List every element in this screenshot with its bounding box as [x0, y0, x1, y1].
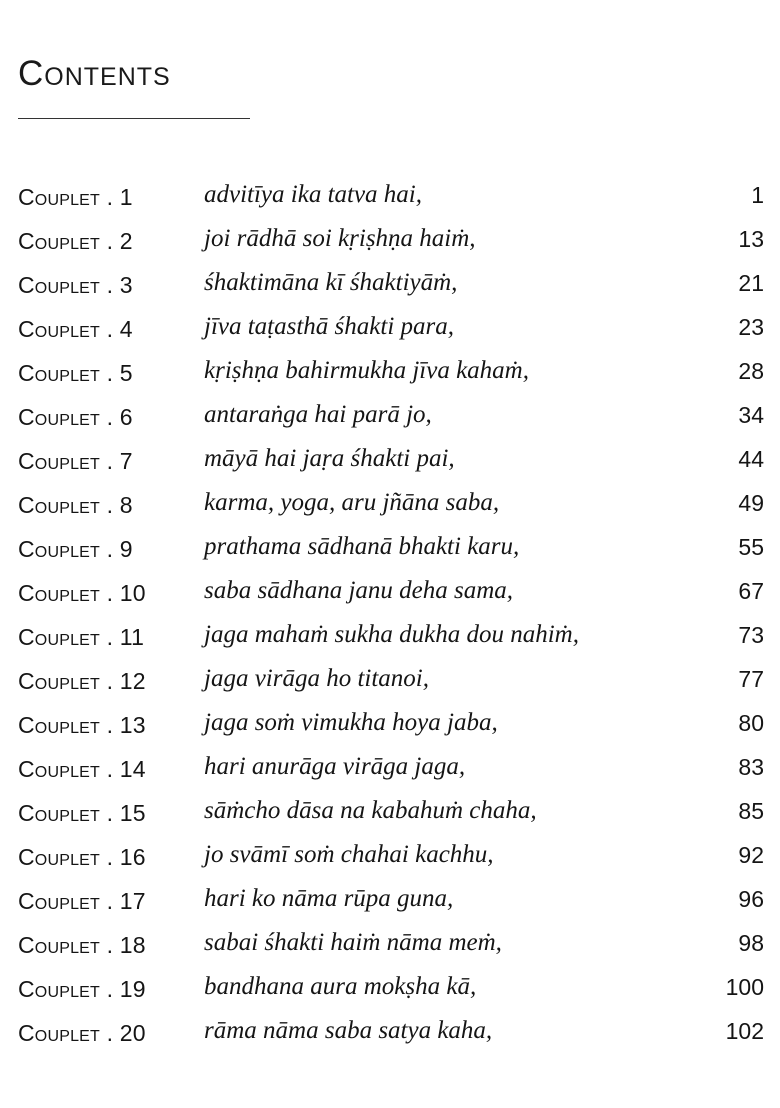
toc-entry[interactable]: [0, 438, 780, 482]
page-number: 100: [725, 974, 764, 1000]
toc-entry[interactable]: [0, 966, 780, 1010]
toc-entry[interactable]: [0, 394, 780, 438]
couplet-title: rāma nāma saba satya kaha,: [204, 1017, 493, 1044]
page-number: 28: [738, 358, 764, 384]
page-number: 34: [738, 402, 764, 428]
page-number: 73: [738, 622, 764, 648]
page-number: 67: [738, 578, 764, 604]
couplet-label: Couplet . 17: [18, 888, 146, 914]
toc-entry[interactable]: [0, 614, 780, 658]
couplet-title: bandhana aura mokṣha kā,: [204, 973, 477, 1000]
page-number: 92: [738, 842, 764, 868]
toc-entry[interactable]: [0, 922, 780, 966]
toc-entry[interactable]: [0, 658, 780, 702]
couplet-label: Couplet . 2: [18, 228, 133, 254]
couplet-title: māyā hai jaṛa śhakti pai,: [204, 445, 455, 472]
couplet-label: Couplet . 6: [18, 404, 133, 430]
couplet-title: jaga soṁ vimukha hoya jaba,: [204, 709, 498, 736]
couplet-label: Couplet . 16: [18, 844, 146, 870]
toc-entry[interactable]: [0, 306, 780, 350]
toc-entry[interactable]: [0, 350, 780, 394]
couplet-title: jo svāmī soṁ chahai kachhu,: [204, 841, 494, 868]
couplet-label: Couplet . 9: [18, 536, 133, 562]
couplet-label: Couplet . 4: [18, 316, 133, 342]
couplet-title: kṛiṣhṇa bahirmukha jīva kahaṁ,: [204, 357, 529, 384]
couplet-title: saba sādhana janu deha sama,: [204, 577, 514, 604]
couplet-label: Couplet . 13: [18, 712, 146, 738]
toc-entry[interactable]: [0, 218, 780, 262]
couplet-title: prathama sādhanā bhakti karu,: [204, 533, 520, 560]
couplet-title: joi rādhā soi kṛiṣhṇa haiṁ,: [204, 225, 476, 252]
title-underline: [18, 118, 250, 119]
toc-entry[interactable]: [0, 174, 780, 218]
couplet-label: Couplet . 14: [18, 756, 146, 782]
couplet-label: Couplet . 5: [18, 360, 133, 386]
toc-entry[interactable]: [0, 702, 780, 746]
couplet-label: Couplet . 10: [18, 580, 146, 606]
toc-entry[interactable]: [0, 790, 780, 834]
toc-entry[interactable]: [0, 262, 780, 306]
toc-entry[interactable]: [0, 746, 780, 790]
couplet-title: hari anurāga virāga jaga,: [204, 753, 466, 780]
page-number: 85: [738, 798, 764, 824]
toc-entry[interactable]: [0, 834, 780, 878]
page-number: 77: [738, 666, 764, 692]
table-of-contents: [0, 174, 780, 1054]
couplet-title: śhaktimāna kī śhaktiyāṁ,: [204, 269, 458, 296]
couplet-title: advitīya ika tatva hai,: [204, 181, 423, 208]
couplet-title: sāṁcho dāsa na kabahuṁ chaha,: [204, 797, 537, 824]
couplet-label: Couplet . 18: [18, 932, 146, 958]
page-number: 44: [738, 446, 764, 472]
couplet-label: Couplet . 12: [18, 668, 146, 694]
couplet-title: jaga mahaṁ sukha dukha dou nahiṁ,: [204, 621, 579, 648]
couplet-label: Couplet . 7: [18, 448, 133, 474]
couplet-label: Couplet . 15: [18, 800, 146, 826]
couplet-title: jaga virāga ho titanoi,: [204, 665, 429, 692]
toc-entry[interactable]: [0, 878, 780, 922]
toc-entry[interactable]: [0, 526, 780, 570]
page-number: 1: [751, 182, 764, 208]
page-number: 55: [738, 534, 764, 560]
page-number: 83: [738, 754, 764, 780]
couplet-label: Couplet . 8: [18, 492, 133, 518]
couplet-label: Couplet . 1: [18, 184, 133, 210]
couplet-label: Couplet . 3: [18, 272, 133, 298]
couplet-label: Couplet . 20: [18, 1020, 146, 1046]
page-number: 80: [738, 710, 764, 736]
page-number: 21: [738, 270, 764, 296]
page-number: 98: [738, 930, 764, 956]
toc-entry[interactable]: [0, 570, 780, 614]
page-title: Contents: [18, 54, 171, 93]
page-number: 49: [738, 490, 764, 516]
page-number: 23: [738, 314, 764, 340]
couplet-title: karma, yoga, aru jñāna saba,: [204, 489, 500, 516]
page-number: 102: [725, 1018, 764, 1044]
page-number: 13: [738, 226, 764, 252]
couplet-title: antaraṅga hai parā jo,: [204, 401, 432, 428]
page-number: 96: [738, 886, 764, 912]
couplet-title: jīva taṭasthā śhakti para,: [204, 313, 454, 340]
toc-entry[interactable]: [0, 482, 780, 526]
toc-entry[interactable]: [0, 1010, 780, 1054]
couplet-label: Couplet . 19: [18, 976, 146, 1002]
couplet-label: Couplet . 11: [18, 624, 145, 650]
couplet-title: sabai śhakti haiṁ nāma meṁ,: [204, 929, 502, 956]
couplet-title: hari ko nāma rūpa guna,: [204, 885, 454, 912]
